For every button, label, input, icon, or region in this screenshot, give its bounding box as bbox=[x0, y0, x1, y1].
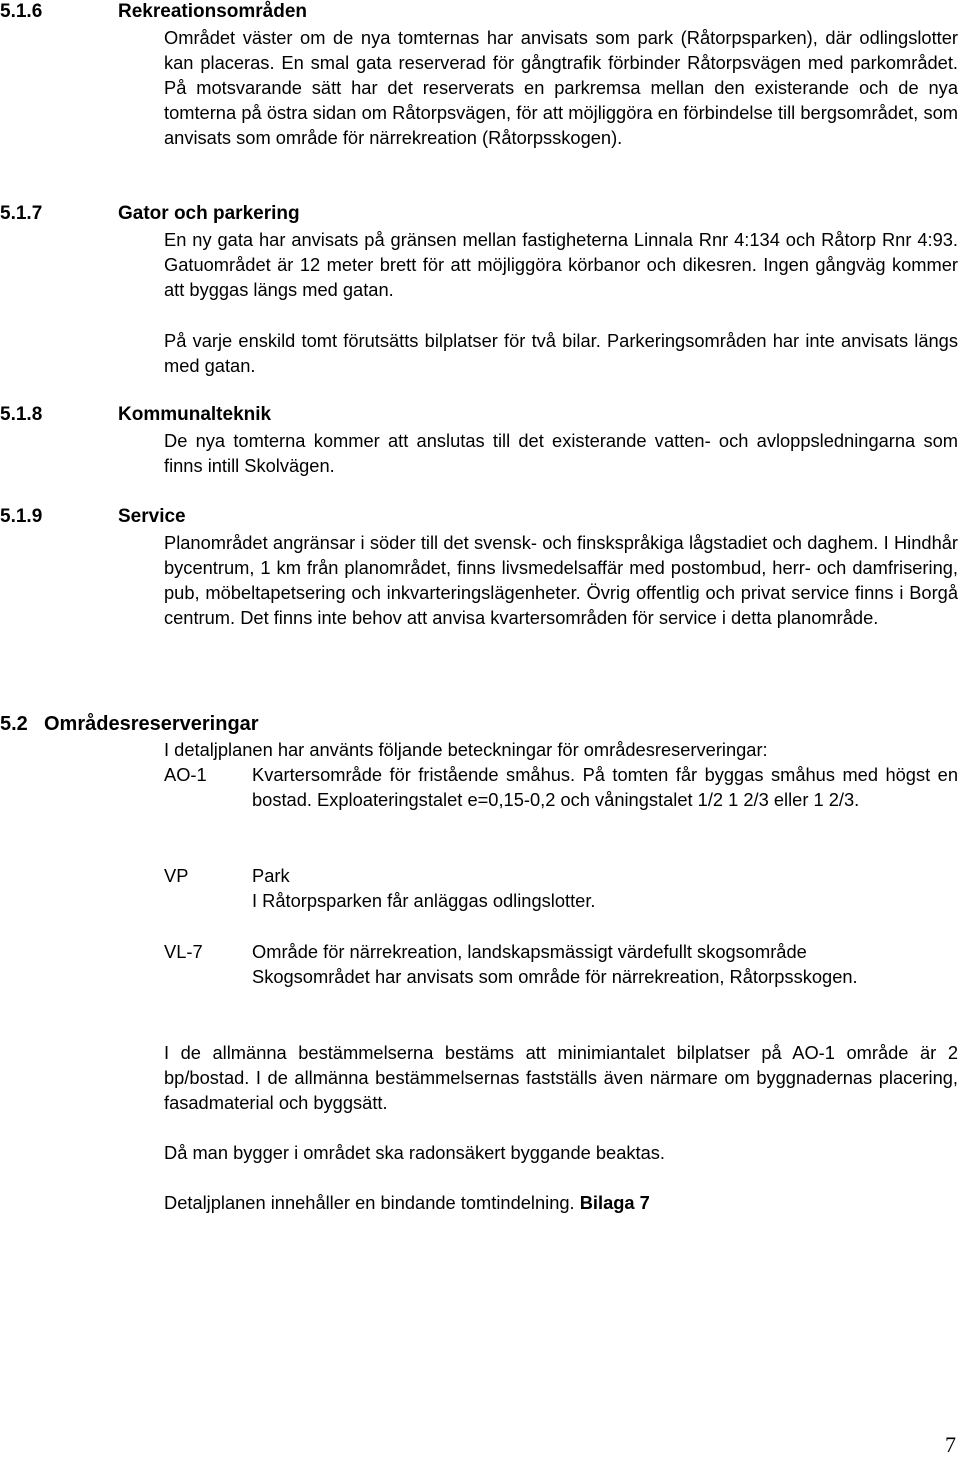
designation-title-vl7: Område för närrekreation, landskapsmässigt värdefullt skogsområde bbox=[252, 941, 807, 962]
section-body-5-1-7-parking: På varje enskild tomt förutsätts bilplatser för två bilar. Parkeringsområden har inte anvisats längs med gatan. bbox=[164, 330, 958, 376]
section-body-5-1-7: En ny gata har anvisats på gränsen mellan fastigheterna Linnala Rnr 4:134 och Råtorp Rnr 4:93. Gatuområdet är 12 meter brett för att möjliggöra körbanor och dikesren. Ingen gångväg kommer att byggas längs med gatan. bbox=[164, 229, 958, 300]
section-number: 5.1.8 bbox=[0, 404, 43, 425]
paragraph-parking-rules: I de allmänna bestämmelserna bestäms att minimiantalet bilplatser på AO-1 område är 2 bp/bostad. I de allmänna bestämmelsernas fastställs även närmare om byggnadernas placering, fasadmaterial och byggsätt. bbox=[164, 1042, 958, 1113]
section-title: Kommunalteknik bbox=[118, 404, 272, 425]
section-title: Rekreationsområden bbox=[118, 1, 308, 22]
designation-code-vp: VP bbox=[164, 865, 189, 886]
section-heading-5-1-8 bbox=[0, 403, 271, 427]
section-body-5-1-6: Området väster om de nya tomternas har anvisats som park (Råtorpsparken), där odlingslotter kan placeras. En smal gata reserverad för gångtrafik förbinder Råtorpsvägen med parkområdet. På motsvarande sätt har det reserverats en parkremsa mellan den existerande och de nya tomterna på östra sidan om Råtorpsvägen, för att möjliggöra en förbindelse till bergsområdet, som anvisats som område för närrekreation (Råtorpsskogen). bbox=[164, 27, 958, 148]
section-heading-5-1-7 bbox=[0, 202, 300, 226]
paragraph-radon: Då man bygger i området ska radonsäkert byggande beaktas. bbox=[164, 1142, 665, 1163]
section-body-5-1-8: De nya tomterna kommer att anslutas till det existerande vatten- och avloppsledningarna som finns intill Skolvägen. bbox=[164, 430, 958, 476]
section-title: Områdesreserveringar bbox=[44, 713, 259, 735]
designation-text-vp: I Råtorpsparken får anläggas odlingslotter. bbox=[252, 890, 596, 911]
section-number: 5.1.9 bbox=[0, 506, 43, 527]
section-intro-5-2: I detaljplanen har använts följande beteckningar för områdesreserveringar: bbox=[164, 739, 768, 760]
appendix-reference: Bilaga 7 bbox=[579, 1192, 650, 1213]
plot-division-text: Detaljplanen innehåller en bindande tomtindelning. bbox=[164, 1192, 575, 1213]
section-body-5-1-9: Planområdet angränsar i söder till det svensk- och finskspråkiga lågstadiet och daghem. I Hindhår bycentrum, 1 km från planområdet, finns livsmedelsaffär med postombud, herr- och damfrisering, pub, möbeltapetsering och inkvarteringslägenheter. Övrig offentlig och privat service finns i Borgå centrum. Det finns inte behov att anvisa kvartersområden för service i detta planområde. bbox=[164, 532, 958, 628]
designation-code-vl7: VL-7 bbox=[164, 941, 203, 962]
section-number: 5.2 bbox=[0, 713, 28, 735]
designation-title-vp: Park bbox=[252, 865, 290, 886]
designation-text-ao1: Kvartersområde för fristående småhus. På tomten får byggas småhus med högst en bostad. Exploateringstalet e=0,15-0,2 och våningstalet 1/2 1 2/3 eller 1 2/3. bbox=[252, 764, 958, 810]
designation-code-ao1: AO-1 bbox=[164, 764, 207, 785]
section-title: Gator och parkering bbox=[118, 203, 300, 224]
section-number: 5.1.6 bbox=[0, 1, 43, 22]
designation-text-vl7: Skogsområdet har anvisats som område för närrekreation, Råtorpsskogen. bbox=[252, 966, 858, 987]
section-heading-5-1-9 bbox=[0, 505, 186, 529]
section-heading-5-1-6 bbox=[0, 0, 307, 24]
section-heading-5-2 bbox=[0, 711, 259, 737]
page-number: 7 bbox=[945, 1432, 956, 1457]
section-title: Service bbox=[118, 506, 186, 527]
section-number: 5.1.7 bbox=[0, 203, 43, 224]
paragraph-plot-division bbox=[164, 1190, 958, 1215]
